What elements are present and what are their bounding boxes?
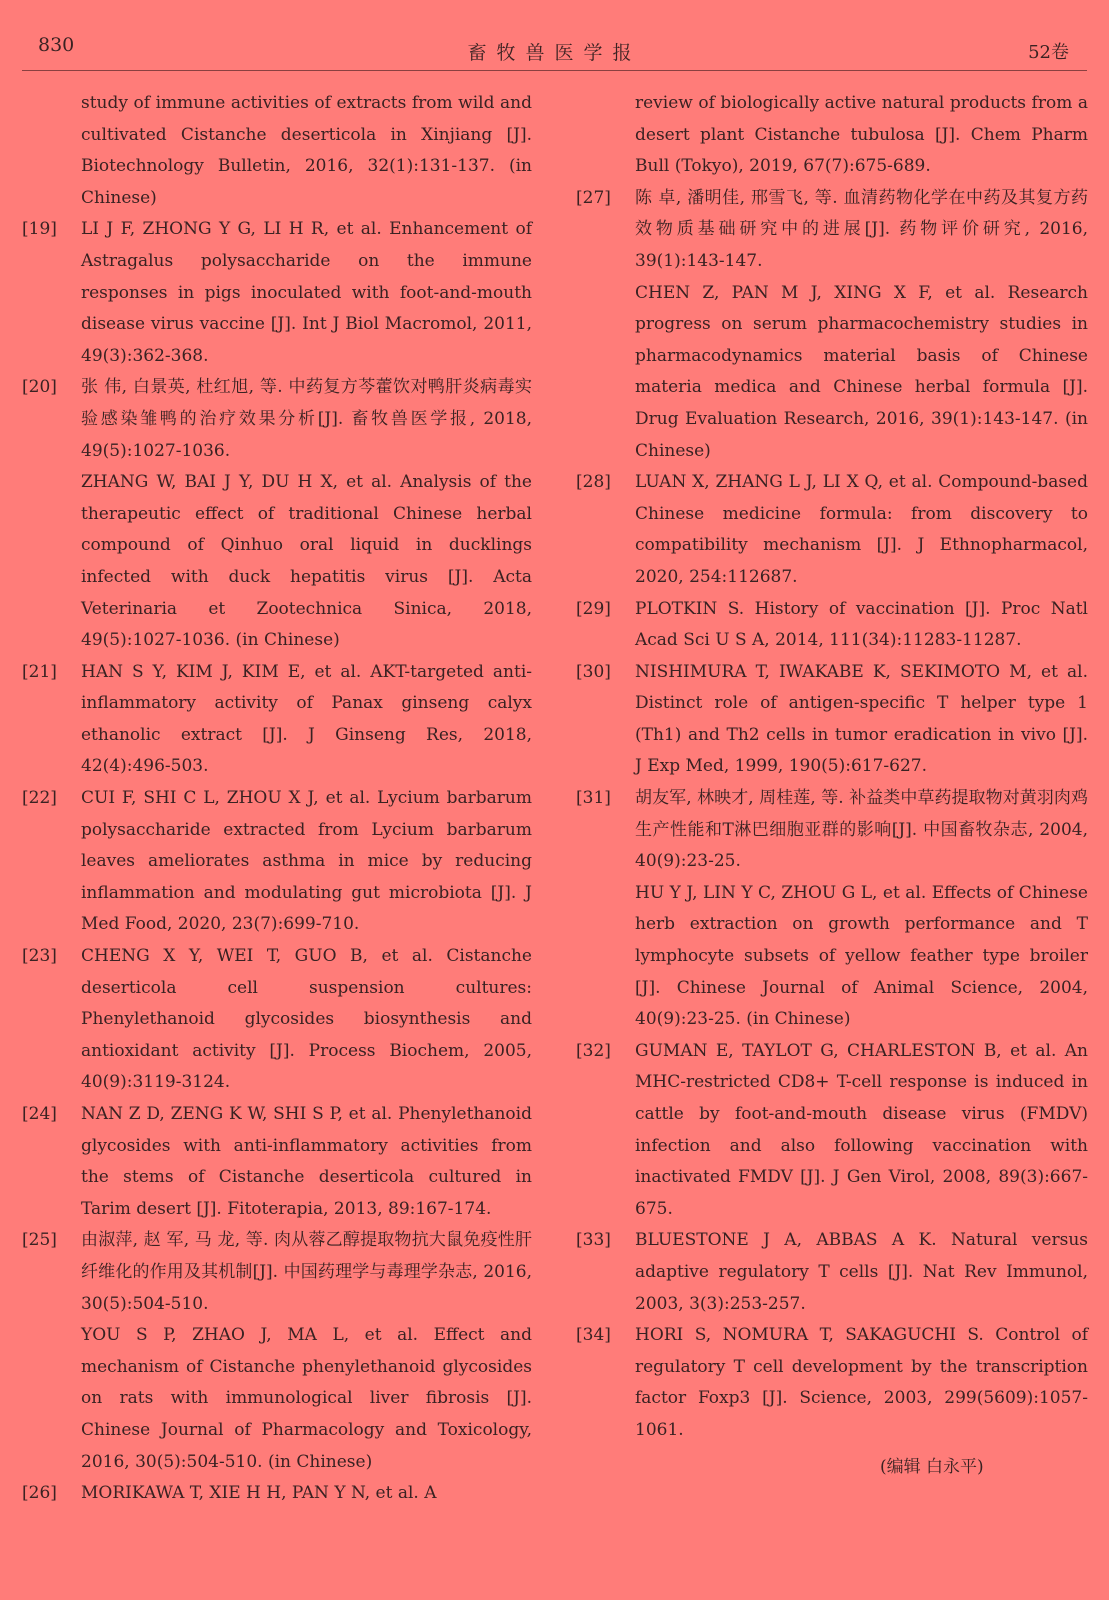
reference-25: [22, 1225, 532, 1320]
reference-30: [576, 657, 1088, 783]
reference-text: NAN Z D, ZENG K W, SHI S P, et al. Phenylethanoid glycosides with anti-inflammatory activities from the stems of Cistanche deserticola cultured in Tarim desert [J]. Fitoterapia, 2013, 89:167-174.: [81, 1104, 532, 1219]
editor-note: (编辑 白永平): [880, 1457, 984, 1477]
reference-text: BLUESTONE J A, ABBAS A K. Natural versus adaptive regulatory T cells [J]. Nat Rev Immunol, 2003, 3(3):253-257.: [635, 1230, 1088, 1314]
reference-number: [25]: [22, 1230, 57, 1251]
reference-27-english: CHEN Z, PAN M J, XING X F, et al. Research progress on serum pharmacochemistry studies in pharmacodynamics material basis of Chinese materia medica and Chinese herbal formula [J]. Drug Evaluation Research, 2016, 39(1):143-147. (in Chinese): [635, 282, 1088, 461]
reference-number: [19]: [22, 219, 57, 240]
reference-text: HAN S Y, KIM J, KIM E, et al. AKT-targeted anti-inflammatory activity of Panax ginseng calyx ethanolic extract [J]. J Ginseng Res, 2018, 42(4):496-503.: [81, 661, 532, 777]
reference-number: [24]: [22, 1104, 57, 1124]
reference-number: [20]: [22, 377, 57, 398]
reference-number: [32]: [576, 1040, 611, 1061]
reference-continuation: study of immune activities of extracts from wild and cultivated Cistanche deserticola in Xinjiang [J]. Biotechnology Bulletin, 2016, 32(1):131-137. (in Chinese): [81, 93, 532, 208]
reference-32: [576, 1036, 1088, 1226]
reference-23: [22, 941, 532, 1099]
reference-number: [34]: [576, 1325, 611, 1346]
reference-text: CUI F, SHI C L, ZHOU X J, et al. Lycium barbarum polysaccharide extracted from Lycium barbarum leaves ameliorates asthma in mice by reducing inflammation and modulating gut microbiota [J]. J Med Food, 2020, 23(7):699-710.: [81, 788, 532, 935]
reference-number: [23]: [22, 946, 57, 967]
reference-text: CHENG X Y, WEI T, GUO B, et al. Cistanche deserticola cell suspension cultures: Phenylethanoid glycosides biosynthesis and antioxidant activity [J]. Process Biochem, 2005, 40(9):3119-3124.: [81, 946, 532, 1093]
reference-number: [26]: [22, 1483, 57, 1504]
reference-19: [22, 214, 532, 372]
reference-text: LI J F, ZHONG Y G, LI H R, et al. Enhancement of Astragalus polysaccharide on the immune responses in pigs inoculated with foot-and-mouth disease virus vaccine [J]. Int J Biol Macromol, 2011, 49(3):362-368.: [81, 219, 532, 366]
volume-label: 52卷: [1028, 42, 1069, 63]
reference-28: [576, 467, 1088, 593]
reference-20: [22, 372, 532, 467]
reference-21: [22, 657, 532, 783]
reference-text: 陈 卓, 潘明佳, 邢雪飞, 等. 血清药物化学在中药及其复方药效物质基础研究中的进展[J]. 药物评价研究, 2016, 39(1):143-147.: [635, 187, 1088, 271]
reference-text: HORI S, NOMURA T, SAKAGUCHI S. Control of regulatory T cell development by the transcription factor Foxp3 [J]. Science, 2003, 299(5609):1057-1061.: [635, 1325, 1088, 1440]
page-header: [0, 0, 1109, 72]
reference-29: [576, 594, 1088, 657]
reference-number: [30]: [576, 661, 611, 682]
journal-title: 畜牧兽医学报: [467, 42, 642, 64]
reference-text: PLOTKIN S. History of vaccination [J]. Proc Natl Acad Sci U S A, 2014, 111(34):11283-11287.: [635, 598, 1088, 651]
reference-number: [28]: [576, 472, 611, 493]
left-column: [22, 88, 532, 1510]
reference-number: [27]: [576, 187, 611, 208]
reference-number: [29]: [576, 598, 611, 619]
reference-text: GUMAN E, TAYLOT G, CHARLESTON B, et al. An MHC-restricted CD8+ T-cell response is induced in cattle by foot-and-mouth disease virus (FMDV) infection and also following vaccination with inactivated FMDV [J]. J Gen Virol, 2008, 89(3):667-675.: [635, 1040, 1088, 1219]
header-rule: [22, 70, 1087, 71]
reference-27: [576, 183, 1088, 278]
reference-31-english: HU Y J, LIN Y C, ZHOU G L, et al. Effects of Chinese herb extraction on growth performance and T lymphocyte subsets of yellow feather type broiler [J]. Chinese Journal of Animal Science, 2004, 40(9):23-25. (in Chinese): [635, 882, 1088, 1030]
reference-text: LUAN X, ZHANG L J, LI X Q, et al. Compound-based Chinese medicine formula: from discovery to compatibility mechanism [J]. J Ethnopharmacol, 2020, 254:112687.: [635, 472, 1088, 587]
reference-text: 胡友军, 林映才, 周桂莲, 等. 补益类中草药提取物对黄羽肉鸡生产性能和T淋巴细胞亚群的影响[J]. 中国畜牧杂志, 2004, 40(9):23-25.: [635, 788, 1088, 872]
reference-25-english: YOU S P, ZHAO J, MA L, et al. Effect and mechanism of Cistanche phenylethanoid glycosides on rats with immunological liver fibrosis [J]. Chinese Journal of Pharmacology and Toxicology, 2016, 30(5):504-510. (in Chinese): [81, 1325, 532, 1472]
reference-33: [576, 1225, 1088, 1320]
right-column: [576, 88, 1088, 1447]
reference-number: [22]: [22, 788, 57, 809]
reference-number: [33]: [576, 1230, 611, 1251]
reference-text: 张 伟, 白景英, 杜红旭, 等. 中药复方芩藿饮对鸭肝炎病毒实验感染雏鸭的治疗效果分析[J]. 畜牧兽医学报, 2018, 49(5):1027-1036.: [81, 377, 532, 461]
reference-text: NISHIMURA T, IWAKABE K, SEKIMOTO M, et al. Distinct role of antigen-specific T helper type 1 (Th1) and Th2 cells in tumor eradication in vivo [J]. J Exp Med, 1999, 190(5):617-627.: [635, 661, 1088, 777]
reference-34: [576, 1320, 1088, 1446]
reference-26: [22, 1478, 532, 1510]
reference-text: 由淑萍, 赵 军, 马 龙, 等. 肉从蓉乙醇提取物抗大鼠免疫性肝纤维化的作用及其机制[J]. 中国药理学与毒理学杂志, 2016, 30(5):504-510.: [81, 1230, 532, 1314]
reference-text: MORIKAWA T, XIE H H, PAN Y N, et al. A: [81, 1483, 437, 1504]
page-number: 830: [38, 34, 75, 56]
reference-31: [576, 783, 1088, 878]
reference-24: [22, 1099, 532, 1225]
reference-number: [21]: [22, 661, 57, 682]
reference-20-english: ZHANG W, BAI J Y, DU H X, et al. Analysis of the therapeutic effect of traditional Chinese herbal compound of Qinhuo oral liquid in ducklings infected with duck hepatitis virus [J]. Acta Veterinaria et Zootechnica Sinica, 2018, 49(5):1027-1036. (in Chinese): [81, 472, 532, 651]
reference-number: [31]: [576, 788, 611, 809]
reference-continuation: review of biologically active natural products from a desert plant Cistanche tubulosa [J]. Chem Pharm Bull (Tokyo), 2019, 67(7):675-689.: [635, 93, 1088, 177]
reference-22: [22, 783, 532, 941]
